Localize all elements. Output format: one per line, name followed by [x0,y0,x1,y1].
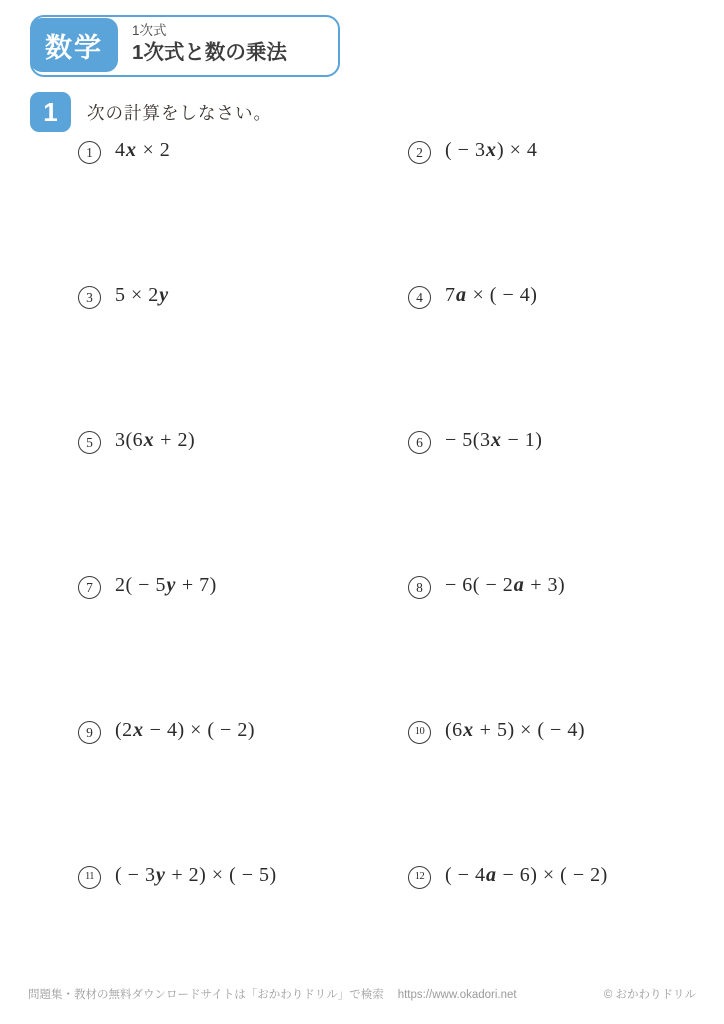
subject-badge: 数学 [30,18,118,72]
problem-number: 3 [78,286,101,309]
section-number-badge: 1 [30,92,71,132]
footer-site-url: https://www.okadori.net [397,989,517,1001]
problem-expression: 3(6x + 2) [115,429,196,451]
instruction-text: 次の計算をしなさい。 [87,102,272,123]
problem-expression: − 6( − 2a + 3) [445,574,566,596]
problem-number: 8 [408,576,431,599]
problem-item [362,139,724,284]
problem-expression: 4x × 2 [115,139,171,161]
problem-number: 2 [408,141,431,164]
problem-item [362,429,724,574]
unit-label: 1次式 [132,23,167,38]
problem-expression: (6x + 5) × ( − 4) [445,719,585,741]
problem-item [0,719,362,864]
title-block [132,17,338,66]
footer-site-note: 問題集・教材の無料ダウンロードサイトは「おかわりドリル」で検索 [28,989,384,1001]
problem-expression: 7a × ( − 4) [445,284,538,306]
worksheet-title: 1次式と数の乗法 [132,40,287,64]
problem-expression: (2x − 4) × ( − 2) [115,719,255,741]
problem-expression: ( − 3y + 2) × ( − 5) [115,864,277,886]
problem-number: 9 [78,721,101,744]
footer-left [28,986,517,1002]
problem-expression: ( − 3x) × 4 [445,139,538,161]
problem-item [0,429,362,574]
problem-item [362,719,724,864]
problem-expression: 2( − 5y + 7) [115,574,217,596]
problem-number: 7 [78,576,101,599]
footer [28,986,696,1002]
problem-number: 12 [408,866,431,889]
problem-item [362,284,724,429]
problems-grid [0,139,724,1009]
problem-item [0,139,362,284]
problem-number: 5 [78,431,101,454]
problem-number: 1 [78,141,101,164]
problem-expression: ( − 4a − 6) × ( − 2) [445,864,608,886]
problem-number: 11 [78,866,101,889]
problem-item [362,574,724,719]
problem-number: 6 [408,431,431,454]
worksheet-title-box [30,15,340,77]
problem-number: 10 [408,721,431,744]
problem-expression: − 5(3x − 1) [445,429,543,451]
problem-item [0,574,362,719]
problem-item [0,284,362,429]
problem-expression: 5 × 2y [115,284,169,306]
footer-copyright: © おかわりドリル [603,989,696,1001]
section-row [30,92,272,132]
problem-number: 4 [408,286,431,309]
